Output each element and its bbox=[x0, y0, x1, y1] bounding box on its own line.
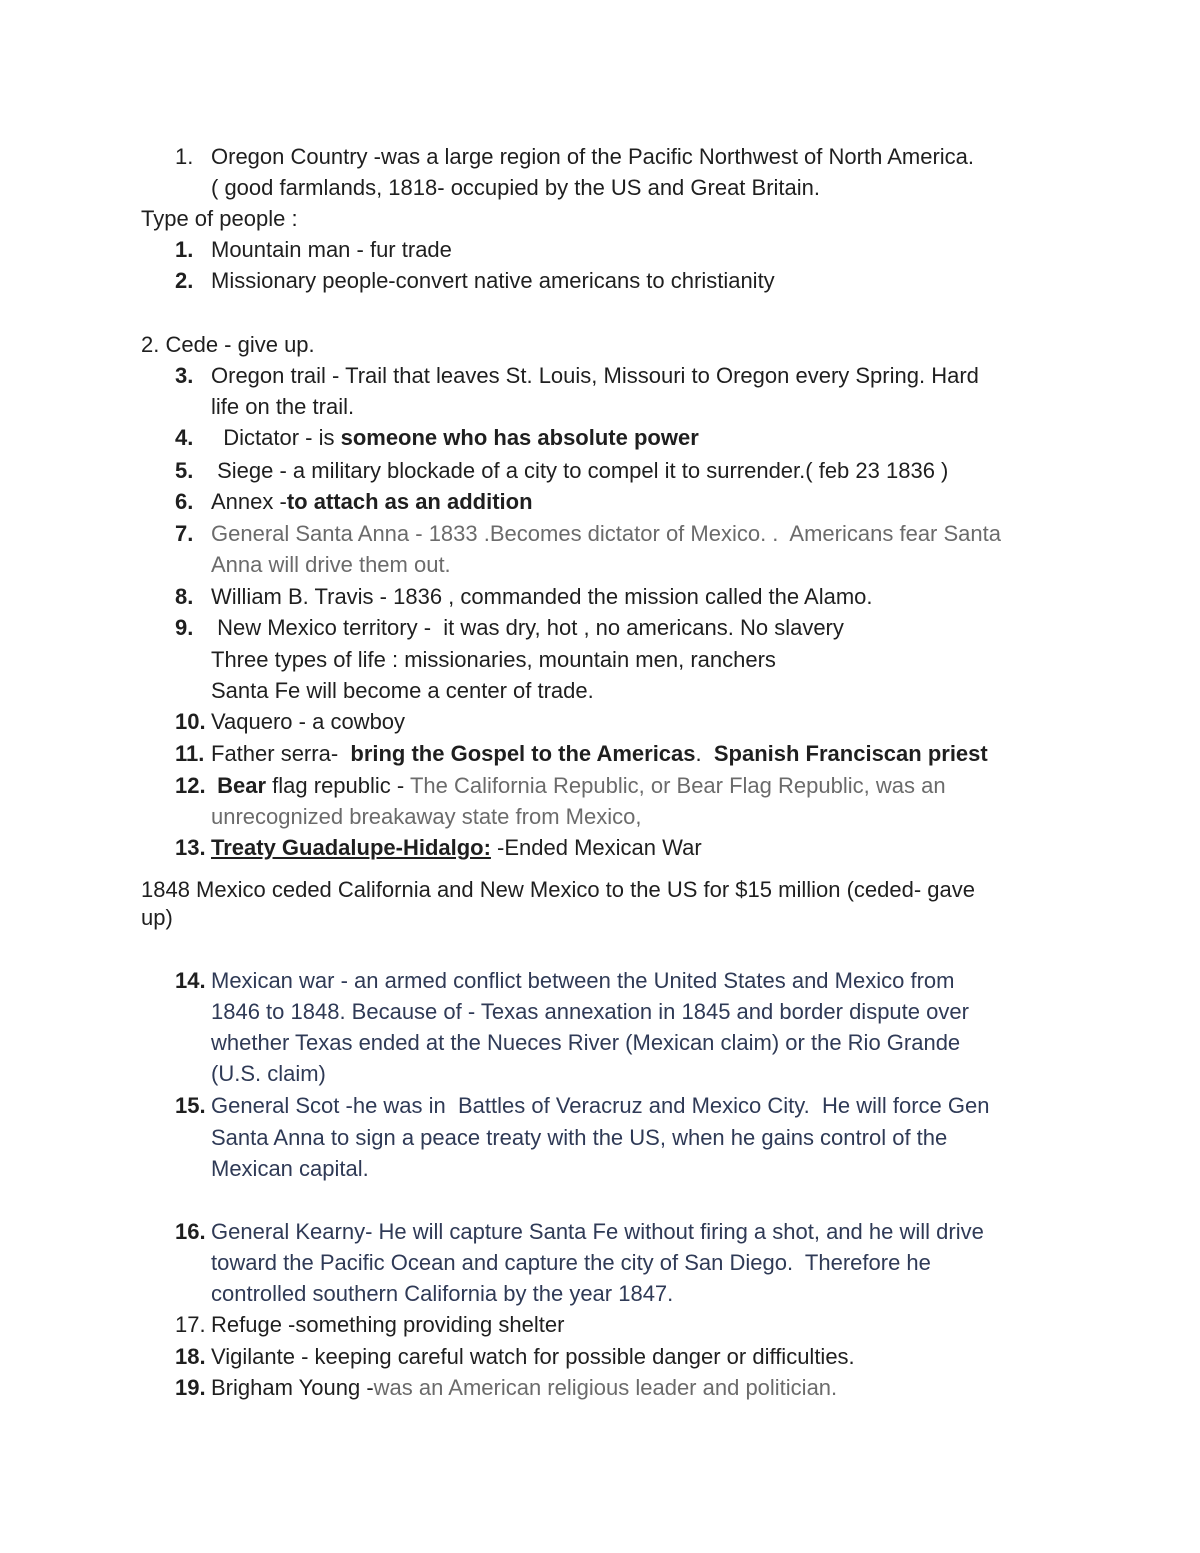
item-3-line-1: Oregon trail - Trail that leaves St. Louis, Missouri to Oregon every Spring. Hard bbox=[211, 363, 979, 388]
item-12-bear: Bear bbox=[211, 773, 267, 798]
people-2-number: 2. bbox=[175, 268, 194, 293]
item-11-number: 11. bbox=[175, 741, 205, 766]
item-4-definition: someone who has absolute power bbox=[340, 425, 699, 450]
item-13-text: -Ended Mexican War bbox=[490, 835, 702, 860]
item-1-line-1: Oregon Country -was a large region of the Pacific Northwest of North America. bbox=[211, 144, 975, 169]
item-12-term: flag republic - bbox=[266, 773, 410, 798]
item-5-line: Siege - a military blockade of a city to compel it to surrender.( feb 23 1836 ) bbox=[211, 458, 949, 483]
item-3-line-2: life on the trail. bbox=[211, 394, 355, 419]
item-15-line-3: Mexican capital. bbox=[211, 1156, 369, 1181]
item-14-line-2: 1846 to 1848. Because of - Texas annexation in 1845 and border dispute over bbox=[211, 999, 969, 1024]
item-12-line-1 bbox=[211, 772, 946, 800]
item-1-line-2: ( good farmlands, 1818- occupied by the US and Great Britain. bbox=[211, 175, 821, 200]
item-4-number: 4. bbox=[175, 425, 194, 450]
item-6-number: 6. bbox=[175, 489, 194, 514]
item-8-number: 8. bbox=[175, 584, 194, 609]
people-1-text: Mountain man - fur trade bbox=[211, 237, 452, 262]
item-13-treaty: Treaty Guadalupe-Hidalgo: bbox=[211, 835, 491, 860]
item-18-number: 18. bbox=[175, 1344, 206, 1369]
item-12-number: 12. bbox=[175, 773, 206, 798]
item-6-definition: to attach as an addition bbox=[286, 489, 533, 514]
item-9-line-2: Three types of life : missionaries, mountain men, ranchers bbox=[211, 647, 776, 672]
item-14-number: 14. bbox=[175, 968, 206, 993]
item-12-line-2: unrecognized breakaway state from Mexico, bbox=[211, 804, 642, 829]
item-6-term: Annex - bbox=[211, 489, 287, 514]
item-16-line-2: toward the Pacific Ocean and capture the city of San Diego. Therefore he bbox=[211, 1250, 931, 1275]
item-19-line bbox=[211, 1374, 837, 1402]
item-4-line bbox=[211, 424, 699, 452]
item-11-separator: . bbox=[695, 741, 714, 766]
item-16-number: 16. bbox=[175, 1219, 206, 1244]
item-17-line: Refuge -something providing shelter bbox=[211, 1312, 565, 1337]
item-10-line: Vaquero - a cowboy bbox=[211, 709, 406, 734]
item-16-line-3: controlled southern California by the year 1847. bbox=[211, 1281, 674, 1306]
item-14-line-1: Mexican war - an armed conflict between the United States and Mexico from bbox=[211, 968, 955, 993]
item-1-number: 1. bbox=[175, 144, 194, 169]
item-9-line-3: Santa Fe will become a center of trade. bbox=[211, 678, 594, 703]
item-14-line-3: whether Texas ended at the Nueces River (Mexican claim) or the Rio Grande bbox=[211, 1030, 961, 1055]
item-7-number: 7. bbox=[175, 521, 194, 546]
people-1-number: 1. bbox=[175, 237, 194, 262]
item-15-number: 15. bbox=[175, 1093, 206, 1118]
item-13-number: 13. bbox=[175, 835, 206, 860]
item-17-number: 17. bbox=[175, 1312, 206, 1337]
item-12-definition: The California Republic, or Bear Flag Republic, was an bbox=[409, 773, 946, 798]
item-4-term: Dictator - is bbox=[211, 425, 341, 450]
item-6-line bbox=[211, 488, 533, 516]
item-19-definition: was an American religious leader and politician. bbox=[373, 1375, 838, 1400]
item-11-term: Father serra- bbox=[211, 741, 351, 766]
type-of-people-heading: Type of people : bbox=[141, 206, 298, 231]
item-11-bold-2: Spanish Franciscan priest bbox=[713, 741, 988, 766]
people-2-text: Missionary people-convert native americans to christianity bbox=[211, 268, 775, 293]
item-9-line-1: New Mexico territory - it was dry, hot , no americans. No slavery bbox=[211, 615, 844, 640]
item-7-line-1: General Santa Anna - 1833 .Becomes dictator of Mexico. . Americans fear Santa bbox=[211, 521, 1001, 546]
para-1848-line-2: up) bbox=[141, 905, 173, 930]
item-13-line bbox=[211, 834, 702, 862]
item-9-number: 9. bbox=[175, 615, 194, 640]
item-7-line-2: Anna will drive them out. bbox=[211, 552, 451, 577]
item-16-line-1: General Kearny- He will capture Santa Fe without firing a shot, and he will drive bbox=[211, 1219, 984, 1244]
item-19-number: 19. bbox=[175, 1375, 206, 1400]
item-3-number: 3. bbox=[175, 363, 194, 388]
item-5-number: 5. bbox=[175, 458, 194, 483]
cede-line: 2. Cede - give up. bbox=[141, 332, 315, 357]
item-19-term: Brigham Young - bbox=[211, 1375, 374, 1400]
item-15-line-1: General Scot -he was in Battles of Veracruz and Mexico City. He will force Gen bbox=[211, 1093, 990, 1118]
item-14-line-4: (U.S. claim) bbox=[211, 1061, 326, 1086]
item-8-line: William B. Travis - 1836 , commanded the mission called the Alamo. bbox=[211, 584, 873, 609]
item-15-line-2: Santa Anna to sign a peace treaty with the US, when he gains control of the bbox=[211, 1125, 948, 1150]
para-1848-line-1: 1848 Mexico ceded California and New Mexico to the US for $15 million (ceded- gave bbox=[141, 877, 975, 902]
item-11-line bbox=[211, 740, 988, 768]
item-11-bold-1: bring the Gospel to the Americas bbox=[350, 741, 696, 766]
item-10-number: 10. bbox=[175, 709, 206, 734]
item-18-line: Vigilante - keeping careful watch for possible danger or difficulties. bbox=[211, 1344, 855, 1369]
